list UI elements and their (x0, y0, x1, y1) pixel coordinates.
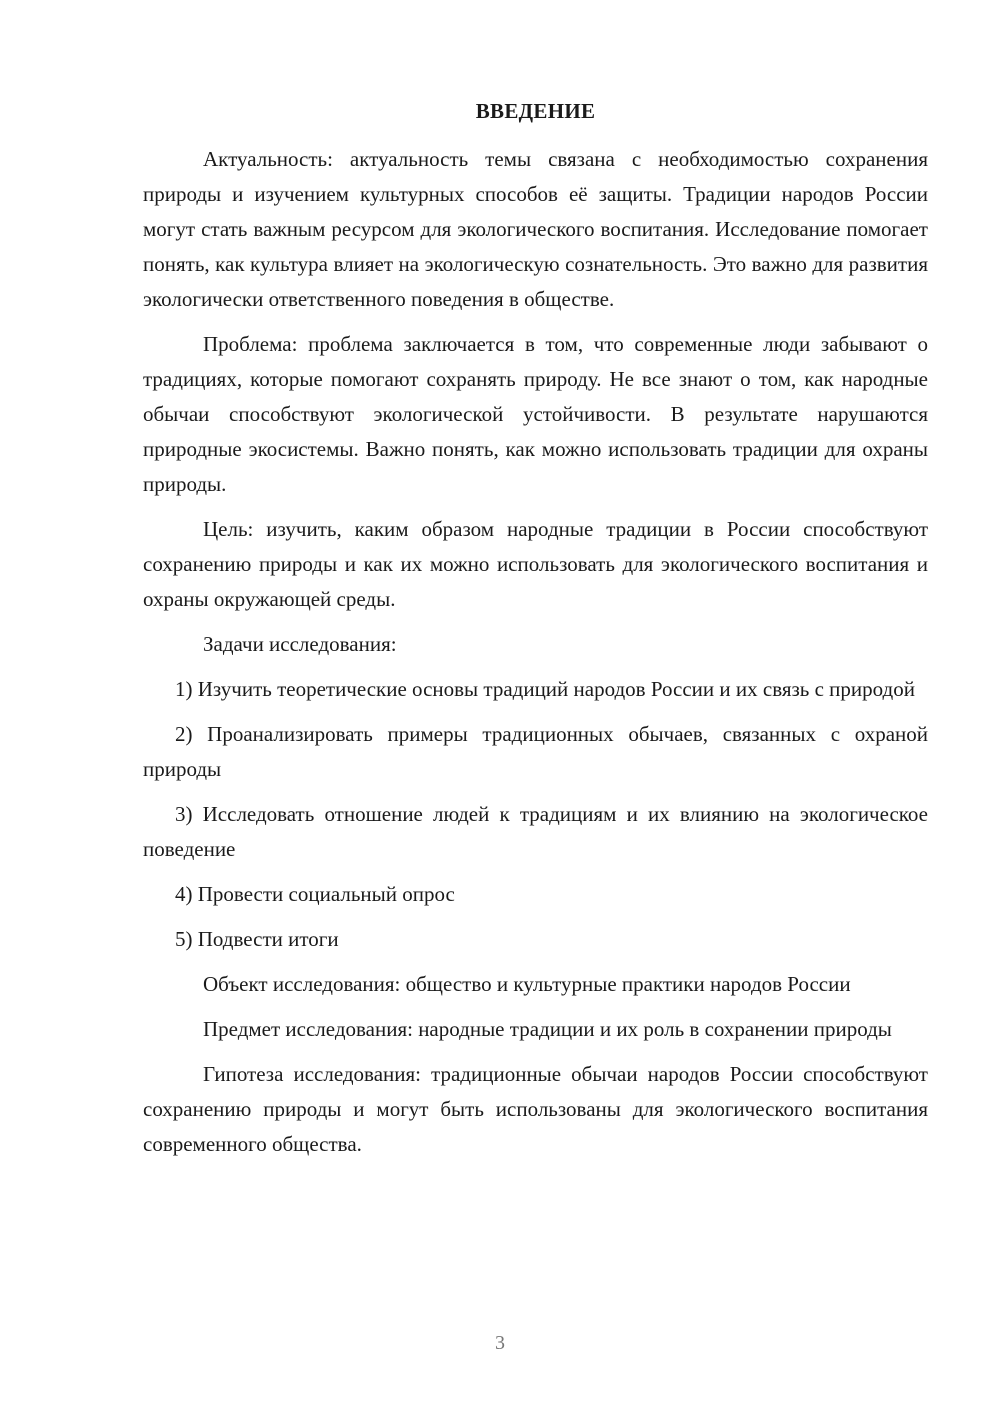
page-number: 3 (495, 1332, 505, 1354)
paragraph-subject: Предмет исследования: народные традиции и их роль в сохранении природы (203, 1017, 892, 1041)
task-item-5: 5) Подвести итоги (175, 927, 339, 951)
tasks-heading: Задачи исследования: (203, 632, 397, 656)
document-page (143, 96, 928, 1172)
paragraph-object: Объект исследования: общество и культурные практики народов России (203, 972, 851, 996)
task-item-1: 1) Изучить теоретические основы традиций народов России и их связь с природой (175, 677, 915, 701)
document-title: ВВЕДЕНИЕ (475, 99, 596, 123)
task-item-4: 4) Провести социальный опрос (175, 882, 455, 906)
paragraph-goal: Цель: изучить, каким образом народные традиции в России способствуют сохранению природы и как их можно использовать для экологического воспитания и охраны окружающей среды. (143, 517, 928, 611)
paragraph-problem: Проблема: проблема заключается в том, что современные люди забывают о традициях, которые помогают сохранять природу. Не все знают о том, как народные обычаи способствуют экологической устойчивости. В результате нарушаются природные экосистемы. Важно понять, как можно использовать традиции для охраны природы. (143, 332, 928, 496)
paragraph-relevance: Актуальность: актуальность темы связана с необходимостью сохранения природы и изучением культурных способов её защиты. Традиции народов России могут стать важным ресурсом для экологического воспитания. Исследование помогает понять, как культура влияет на экологическую сознательность. Это важно для развития экологически ответственного поведения в обществе. (143, 147, 928, 311)
task-item-2: 2) Проанализировать примеры традиционных обычаев, связанных с охраной природы (143, 722, 928, 781)
paragraph-hypothesis: Гипотеза исследования: традиционные обычаи народов России способствуют сохранению природы и могут быть использованы для экологического воспитания современного общества. (143, 1062, 928, 1156)
task-item-3: 3) Исследовать отношение людей к традициям и их влиянию на экологическое поведение (143, 802, 928, 861)
